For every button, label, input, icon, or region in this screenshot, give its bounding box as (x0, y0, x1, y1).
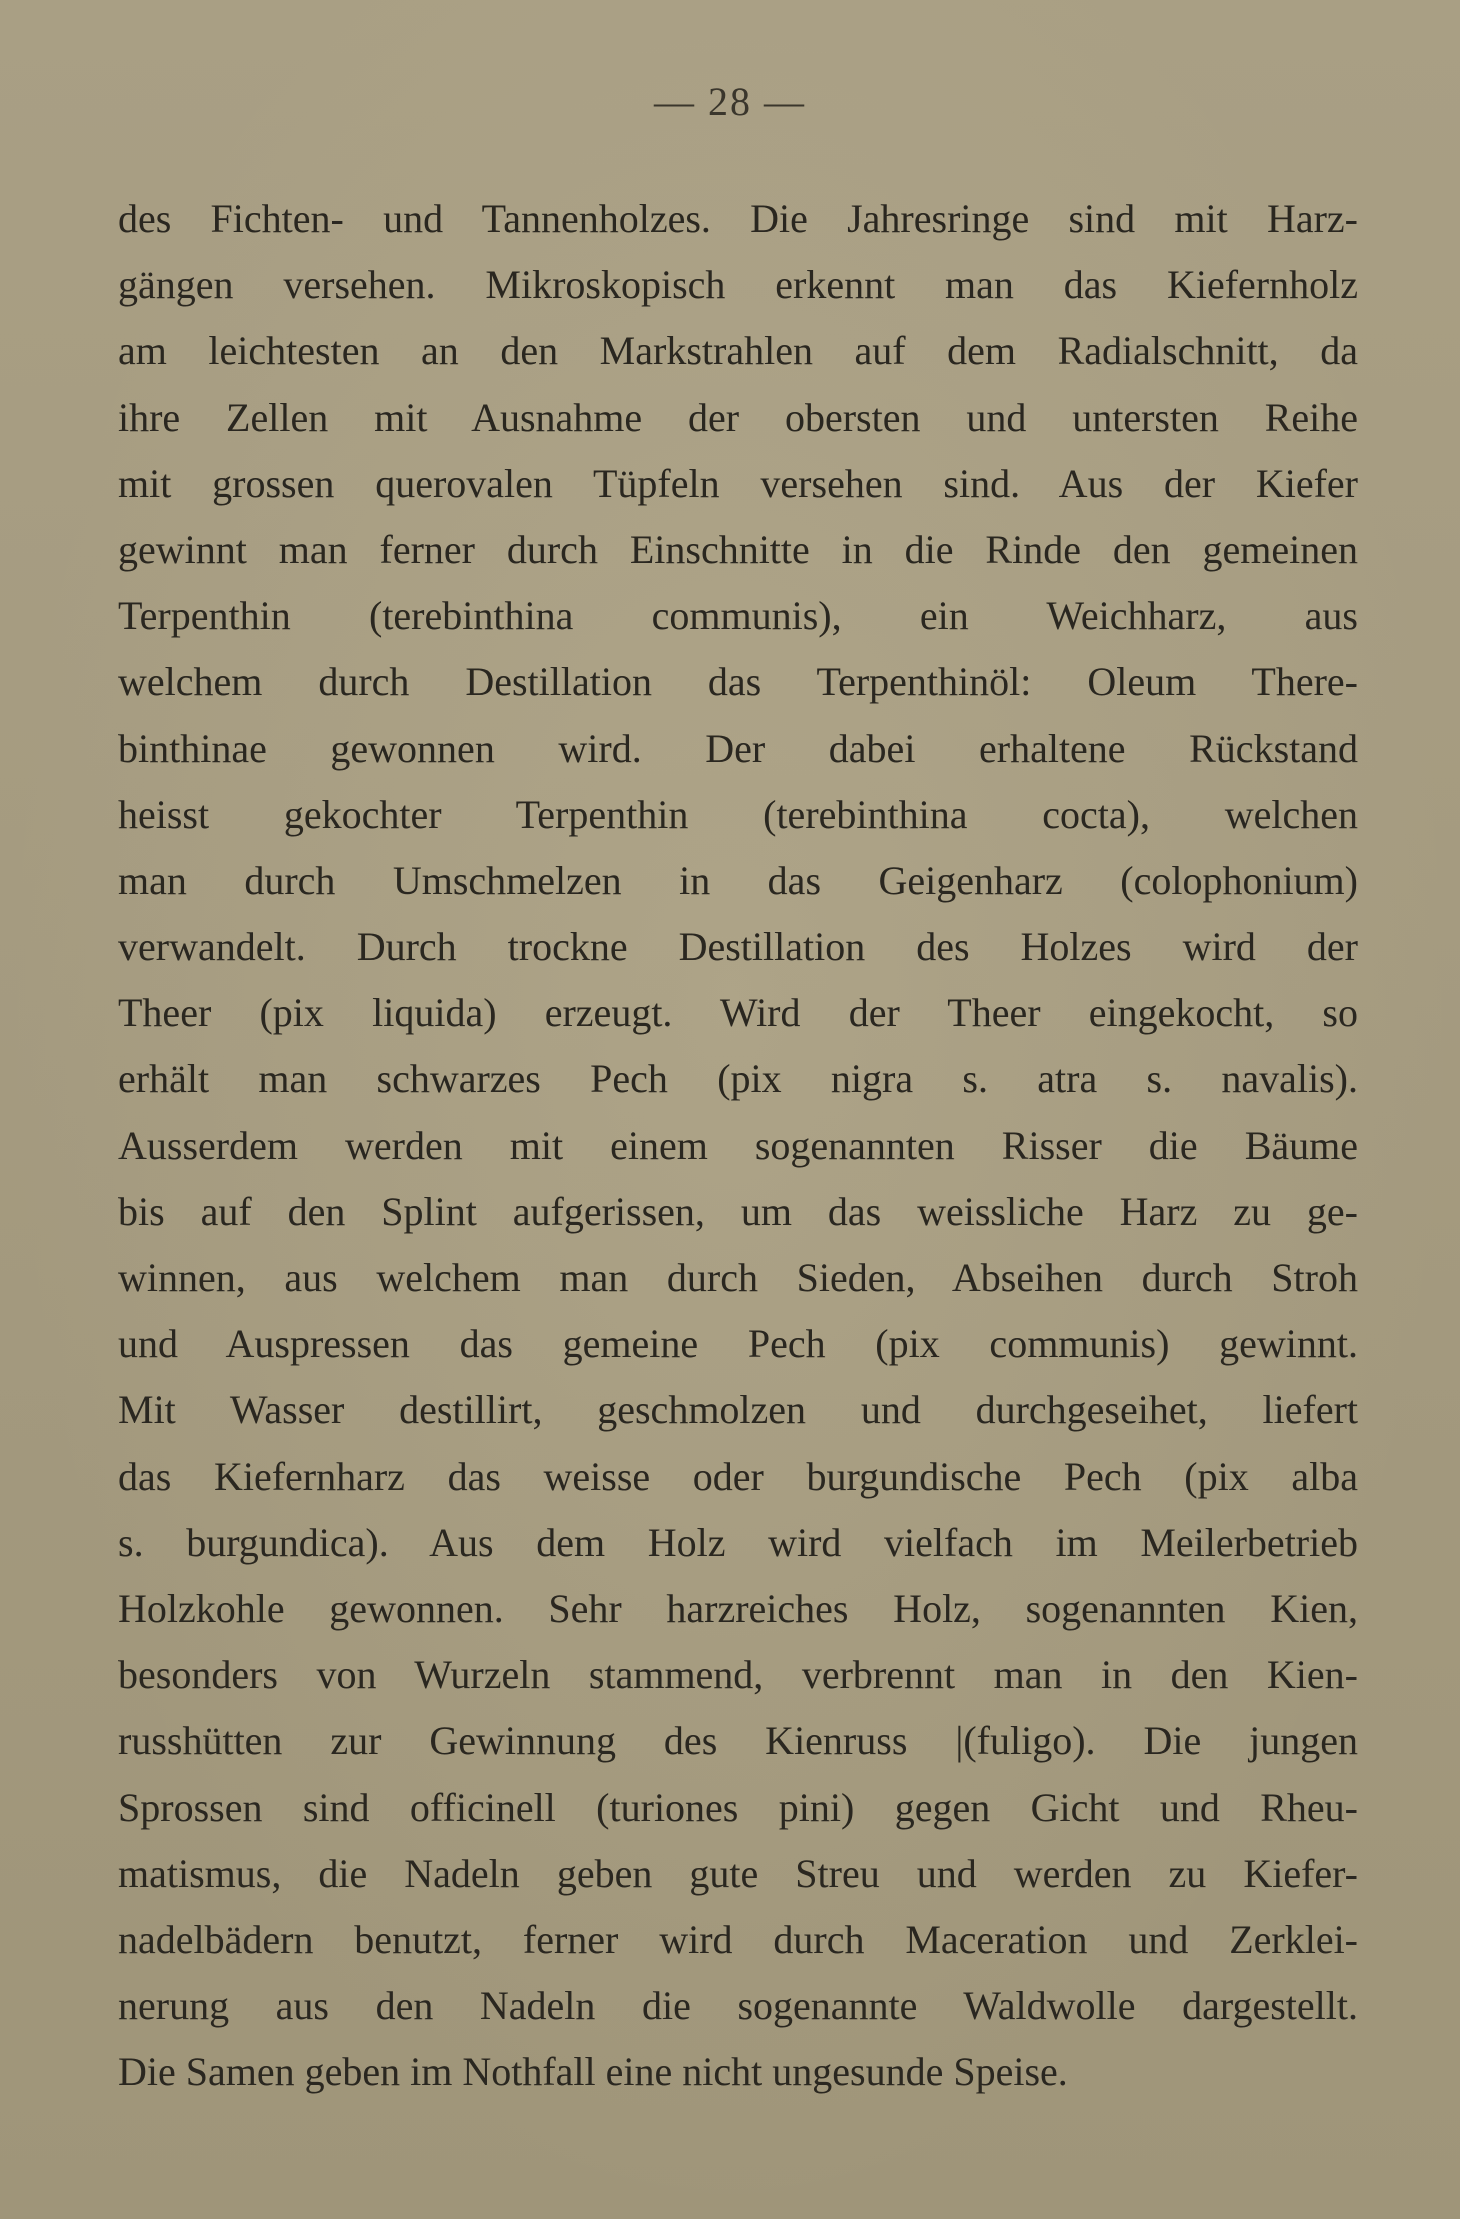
text-line: s. burgundica). Aus dem Holz wird vielfach im Meilerbetrieb (118, 1519, 1358, 1565)
text-line: und Auspressen das gemeine Pech (pix communis) gewinnt. (118, 1321, 1358, 1367)
text-line: gewinnt man ferner durch Einschnitte in die Rinde den gemeinen (118, 526, 1358, 572)
text-line: gängen versehen. Mikroskopisch erkennt man das Kiefernholz (118, 262, 1358, 308)
text-line: Die Samen geben im Nothfall eine nicht ungesunde Speise. (118, 2049, 1068, 2095)
body-text (118, 186, 1358, 2105)
text-line: matismus, die Nadeln geben gute Streu und werden zu Kiefer- (118, 1850, 1358, 1896)
text-line: winnen, aus welchem man durch Sieden, Abseihen durch Stroh (118, 1255, 1358, 1300)
text-line: man durch Umschmelzen in das Geigenharz (colophonium) (118, 857, 1358, 903)
text-line: am leichtesten an den Markstrahlen auf dem Radialschnitt, da (118, 328, 1358, 374)
text-line: welchem durch Destillation das Terpenthinöl: Oleum There- (118, 659, 1358, 705)
text-line: nadelbädern benutzt, ferner wird durch Maceration und Zerklei- (118, 1916, 1358, 1962)
text-line: des Fichten- und Tannenholzes. Die Jahresringe sind mit Harz- (118, 196, 1358, 241)
page-number: — 28 — (654, 79, 806, 124)
text-line: erhält man schwarzes Pech (pix nigra s. atra s. navalis). (118, 1056, 1358, 1102)
text-line: Holzkohle gewonnen. Sehr harzreiches Holz, sogenannten Kien, (118, 1585, 1358, 1631)
text-line: das Kiefernharz das weisse oder burgundische Pech (pix alba (118, 1453, 1358, 1499)
text-line: verwandelt. Durch trockne Destillation des Holzes wird der (118, 924, 1358, 970)
text-line: ihre Zellen mit Ausnahme der obersten und untersten Reihe (118, 394, 1358, 440)
text-line: bis auf den Splint aufgerissen, um das weissliche Harz zu ge- (118, 1188, 1358, 1234)
text-line: Sprossen sind officinell (turiones pini) gegen Gicht und Rheu- (118, 1784, 1358, 1830)
text-line: Terpenthin (terebinthina communis), ein Weichharz, aus (118, 593, 1358, 639)
text-line: Mit Wasser destillirt, geschmolzen und durchgeseihet, liefert (118, 1387, 1358, 1433)
text-line: Ausserdem werden mit einem sogenannten Risser die Bäume (118, 1122, 1358, 1168)
text-line: heisst gekochter Terpenthin (terebinthina cocta), welchen (118, 791, 1358, 837)
text-line: mit grossen querovalen Tüpfeln versehen sind. Aus der Kiefer (118, 460, 1358, 506)
text-line: russhütten zur Gewinnung des Kienruss |(fuligo). Die jungen (118, 1718, 1358, 1764)
text-line: Theer (pix liquida) erzeugt. Wird der Theer eingekocht, so (118, 990, 1358, 1036)
text-line: binthinae gewonnen wird. Der dabei erhaltene Rückstand (118, 725, 1358, 771)
text-line: besonders von Wurzeln stammend, verbrennt man in den Kien- (118, 1652, 1358, 1698)
text-line: nerung aus den Nadeln die sogenannte Waldwolle dargestellt. (118, 1983, 1358, 2029)
